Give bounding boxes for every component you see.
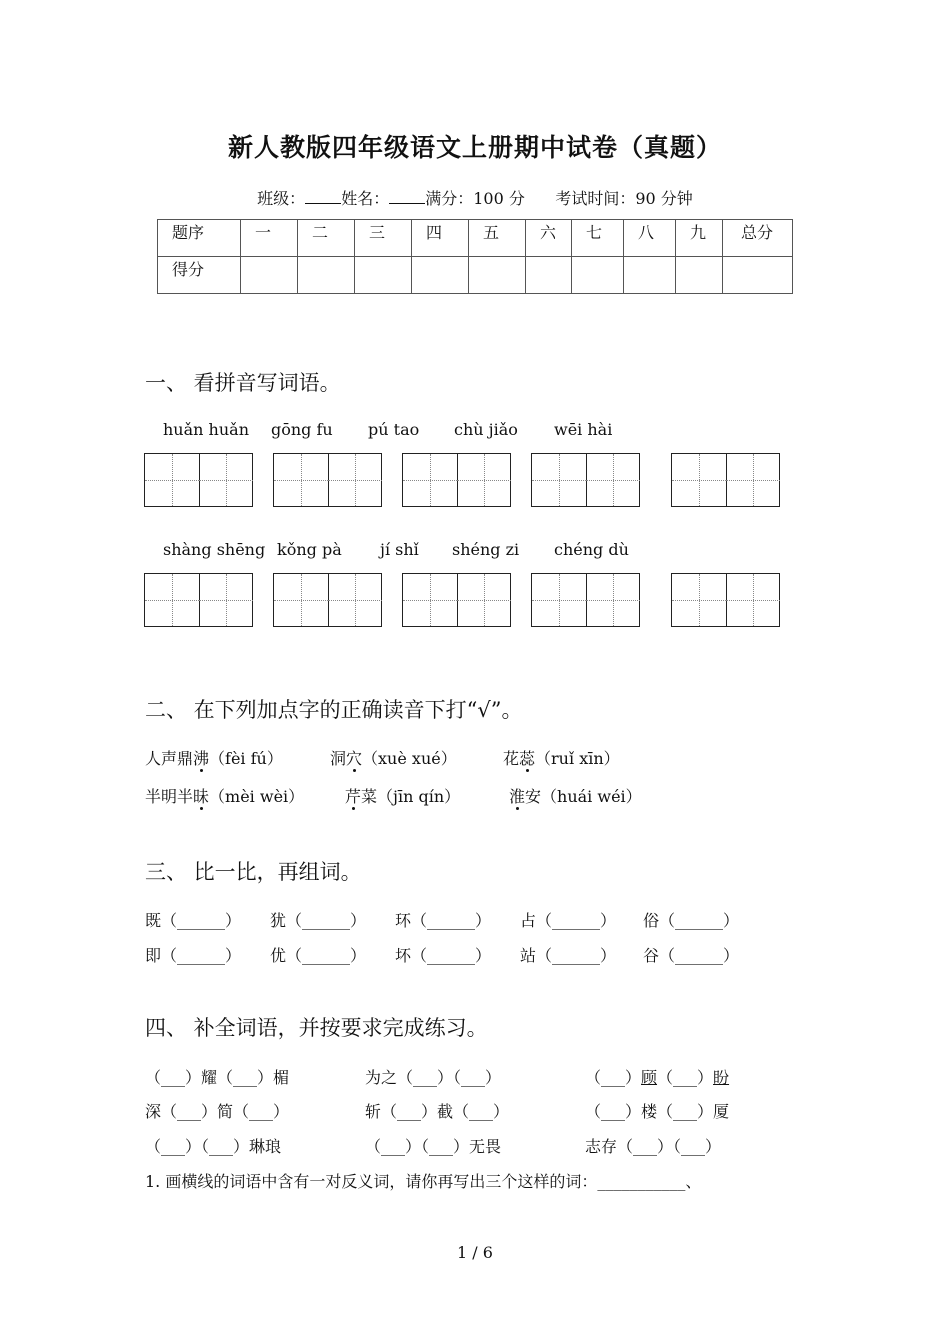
score-table [157, 219, 793, 294]
item-text: 洞 [330, 749, 347, 768]
writing-box[interactable] [402, 573, 511, 627]
section3-heading: 三、 比一比，再组词。 [145, 860, 362, 884]
header-cell: 六 [526, 220, 572, 257]
compare-item[interactable]: 占（______） [520, 911, 617, 930]
idiom-part: （___） [585, 1068, 642, 1087]
pinyin-label: huǎn huǎn [163, 420, 249, 439]
reading-item [330, 746, 457, 769]
pinyin-label: jí shǐ [380, 540, 419, 559]
section1-heading: 一、 看拼音写词语。 [145, 371, 341, 395]
score-cell[interactable] [723, 257, 793, 294]
underlined-char: 顾 [641, 1068, 658, 1087]
pinyin-label: wēi hài [554, 420, 613, 439]
header-cell: 一 [241, 220, 298, 257]
header-cell: 七 [572, 220, 624, 257]
compare-item[interactable]: 犹（______） [270, 911, 367, 930]
header-cell: 二 [298, 220, 355, 257]
reading-item [509, 784, 642, 807]
exam-time: 考试时间：90 分钟 [555, 189, 693, 208]
pinyin-label: chù jiǎo [454, 420, 518, 439]
pinyin-options[interactable]: （huái wéi） [541, 787, 642, 806]
header-cell: 总分 [723, 220, 793, 257]
idiom-item[interactable]: （___）（___）无畏 [365, 1137, 502, 1156]
item-text: 人声鼎 [145, 749, 194, 768]
idiom-item[interactable]: 深（___）简（___） [145, 1102, 290, 1121]
dotted-char: 穴 [346, 749, 363, 768]
compare-item[interactable]: 既（______） [145, 911, 242, 930]
score-cell[interactable] [572, 257, 624, 294]
compare-item[interactable]: 优（______） [270, 946, 367, 965]
compare-item[interactable]: 环（______） [395, 911, 492, 930]
dotted-char: 沸 [193, 749, 210, 768]
pinyin-options[interactable]: （jīn qín） [377, 787, 461, 806]
reading-item [503, 746, 620, 769]
score-table-score-row [158, 257, 793, 294]
writing-box[interactable] [273, 573, 382, 627]
header-cell: 四 [412, 220, 469, 257]
item-text: 花 [503, 749, 520, 768]
class-blank[interactable] [305, 189, 341, 204]
score-cell[interactable] [355, 257, 412, 294]
idiom-item[interactable]: （___）楼（___）厦 [585, 1102, 730, 1121]
idiom-item[interactable]: （___）耀（___）楣 [145, 1068, 290, 1087]
class-label: 班级： [257, 189, 306, 208]
compare-item[interactable]: 谷（______） [643, 946, 740, 965]
item-text: 半明半 [145, 787, 194, 806]
writing-box[interactable] [273, 453, 382, 507]
idiom-item[interactable]: 为之（___）（___） [365, 1068, 502, 1087]
writing-box[interactable] [144, 573, 253, 627]
full-score: 满分：100 分 [425, 189, 525, 208]
pinyin-options[interactable]: （mèi wèi） [209, 787, 305, 806]
idiom-item[interactable]: 志存（___）（___） [585, 1137, 722, 1156]
pinyin-options[interactable]: （xuè xué） [362, 749, 457, 768]
exam-info [0, 186, 950, 209]
reading-item [345, 784, 460, 807]
name-label: 姓名： [341, 189, 390, 208]
compare-item[interactable]: 坏（______） [395, 946, 492, 965]
idiom-item[interactable]: 斩（___）截（___） [365, 1102, 510, 1121]
score-cell[interactable] [676, 257, 723, 294]
page-number: 1 / 6 [457, 1243, 493, 1262]
score-cell[interactable] [412, 257, 469, 294]
row-label: 得分 [158, 257, 241, 294]
pinyin-label: kǒng pà [277, 540, 342, 559]
section4-heading: 四、 补全词语，并按要求完成练习。 [145, 1016, 488, 1040]
writing-box[interactable] [531, 573, 640, 627]
dotted-char: 昧 [193, 787, 210, 806]
pinyin-options[interactable]: （fèi fú） [209, 749, 283, 768]
pinyin-label: pú tao [368, 420, 420, 439]
score-cell[interactable] [298, 257, 355, 294]
score-cell[interactable] [241, 257, 298, 294]
pinyin-label: shéng zi [452, 540, 520, 559]
idiom-item[interactable] [585, 1065, 729, 1088]
dotted-char: 芹 [345, 787, 362, 806]
reading-item [145, 784, 304, 807]
section2-heading: 二、 在下列加点字的正确读音下打“√”。 [145, 698, 523, 722]
header-cell: 题序 [158, 220, 241, 257]
underlined-char: 盼 [713, 1068, 730, 1087]
dotted-char: 蕊 [519, 749, 536, 768]
score-cell[interactable] [526, 257, 572, 294]
pinyin-label: shàng shēng [163, 540, 266, 559]
dotted-char: 淮 [509, 787, 526, 806]
item-text: 安 [525, 787, 542, 806]
writing-box[interactable] [671, 573, 780, 627]
header-cell: 三 [355, 220, 412, 257]
idiom-item[interactable]: （___）（___）琳琅 [145, 1137, 282, 1156]
header-cell: 九 [676, 220, 723, 257]
page-title: 新人教版四年级语文上册期中试卷（真题） [227, 133, 722, 162]
score-cell[interactable] [469, 257, 526, 294]
compare-item[interactable]: 俗（______） [643, 911, 740, 930]
writing-box[interactable] [402, 453, 511, 507]
writing-box[interactable] [671, 453, 780, 507]
question-1[interactable]: 1. 画横线的词语中含有一对反义词，请你再写出三个这样的词：___________、 [145, 1172, 702, 1191]
idiom-part: （___） [657, 1068, 714, 1087]
writing-box[interactable] [144, 453, 253, 507]
pinyin-options[interactable]: （ruǐ xīn） [535, 749, 620, 768]
name-blank[interactable] [389, 189, 425, 204]
pinyin-label: gōng fu [271, 420, 333, 439]
compare-item[interactable]: 站（______） [520, 946, 617, 965]
header-cell: 八 [624, 220, 676, 257]
pinyin-label: chéng dù [554, 540, 629, 559]
header-cell: 五 [469, 220, 526, 257]
item-text: 菜 [361, 787, 378, 806]
score-table-header-row [158, 220, 793, 257]
writing-box[interactable] [531, 453, 640, 507]
score-cell[interactable] [624, 257, 676, 294]
compare-item[interactable]: 即（______） [145, 946, 242, 965]
reading-item [145, 746, 283, 769]
